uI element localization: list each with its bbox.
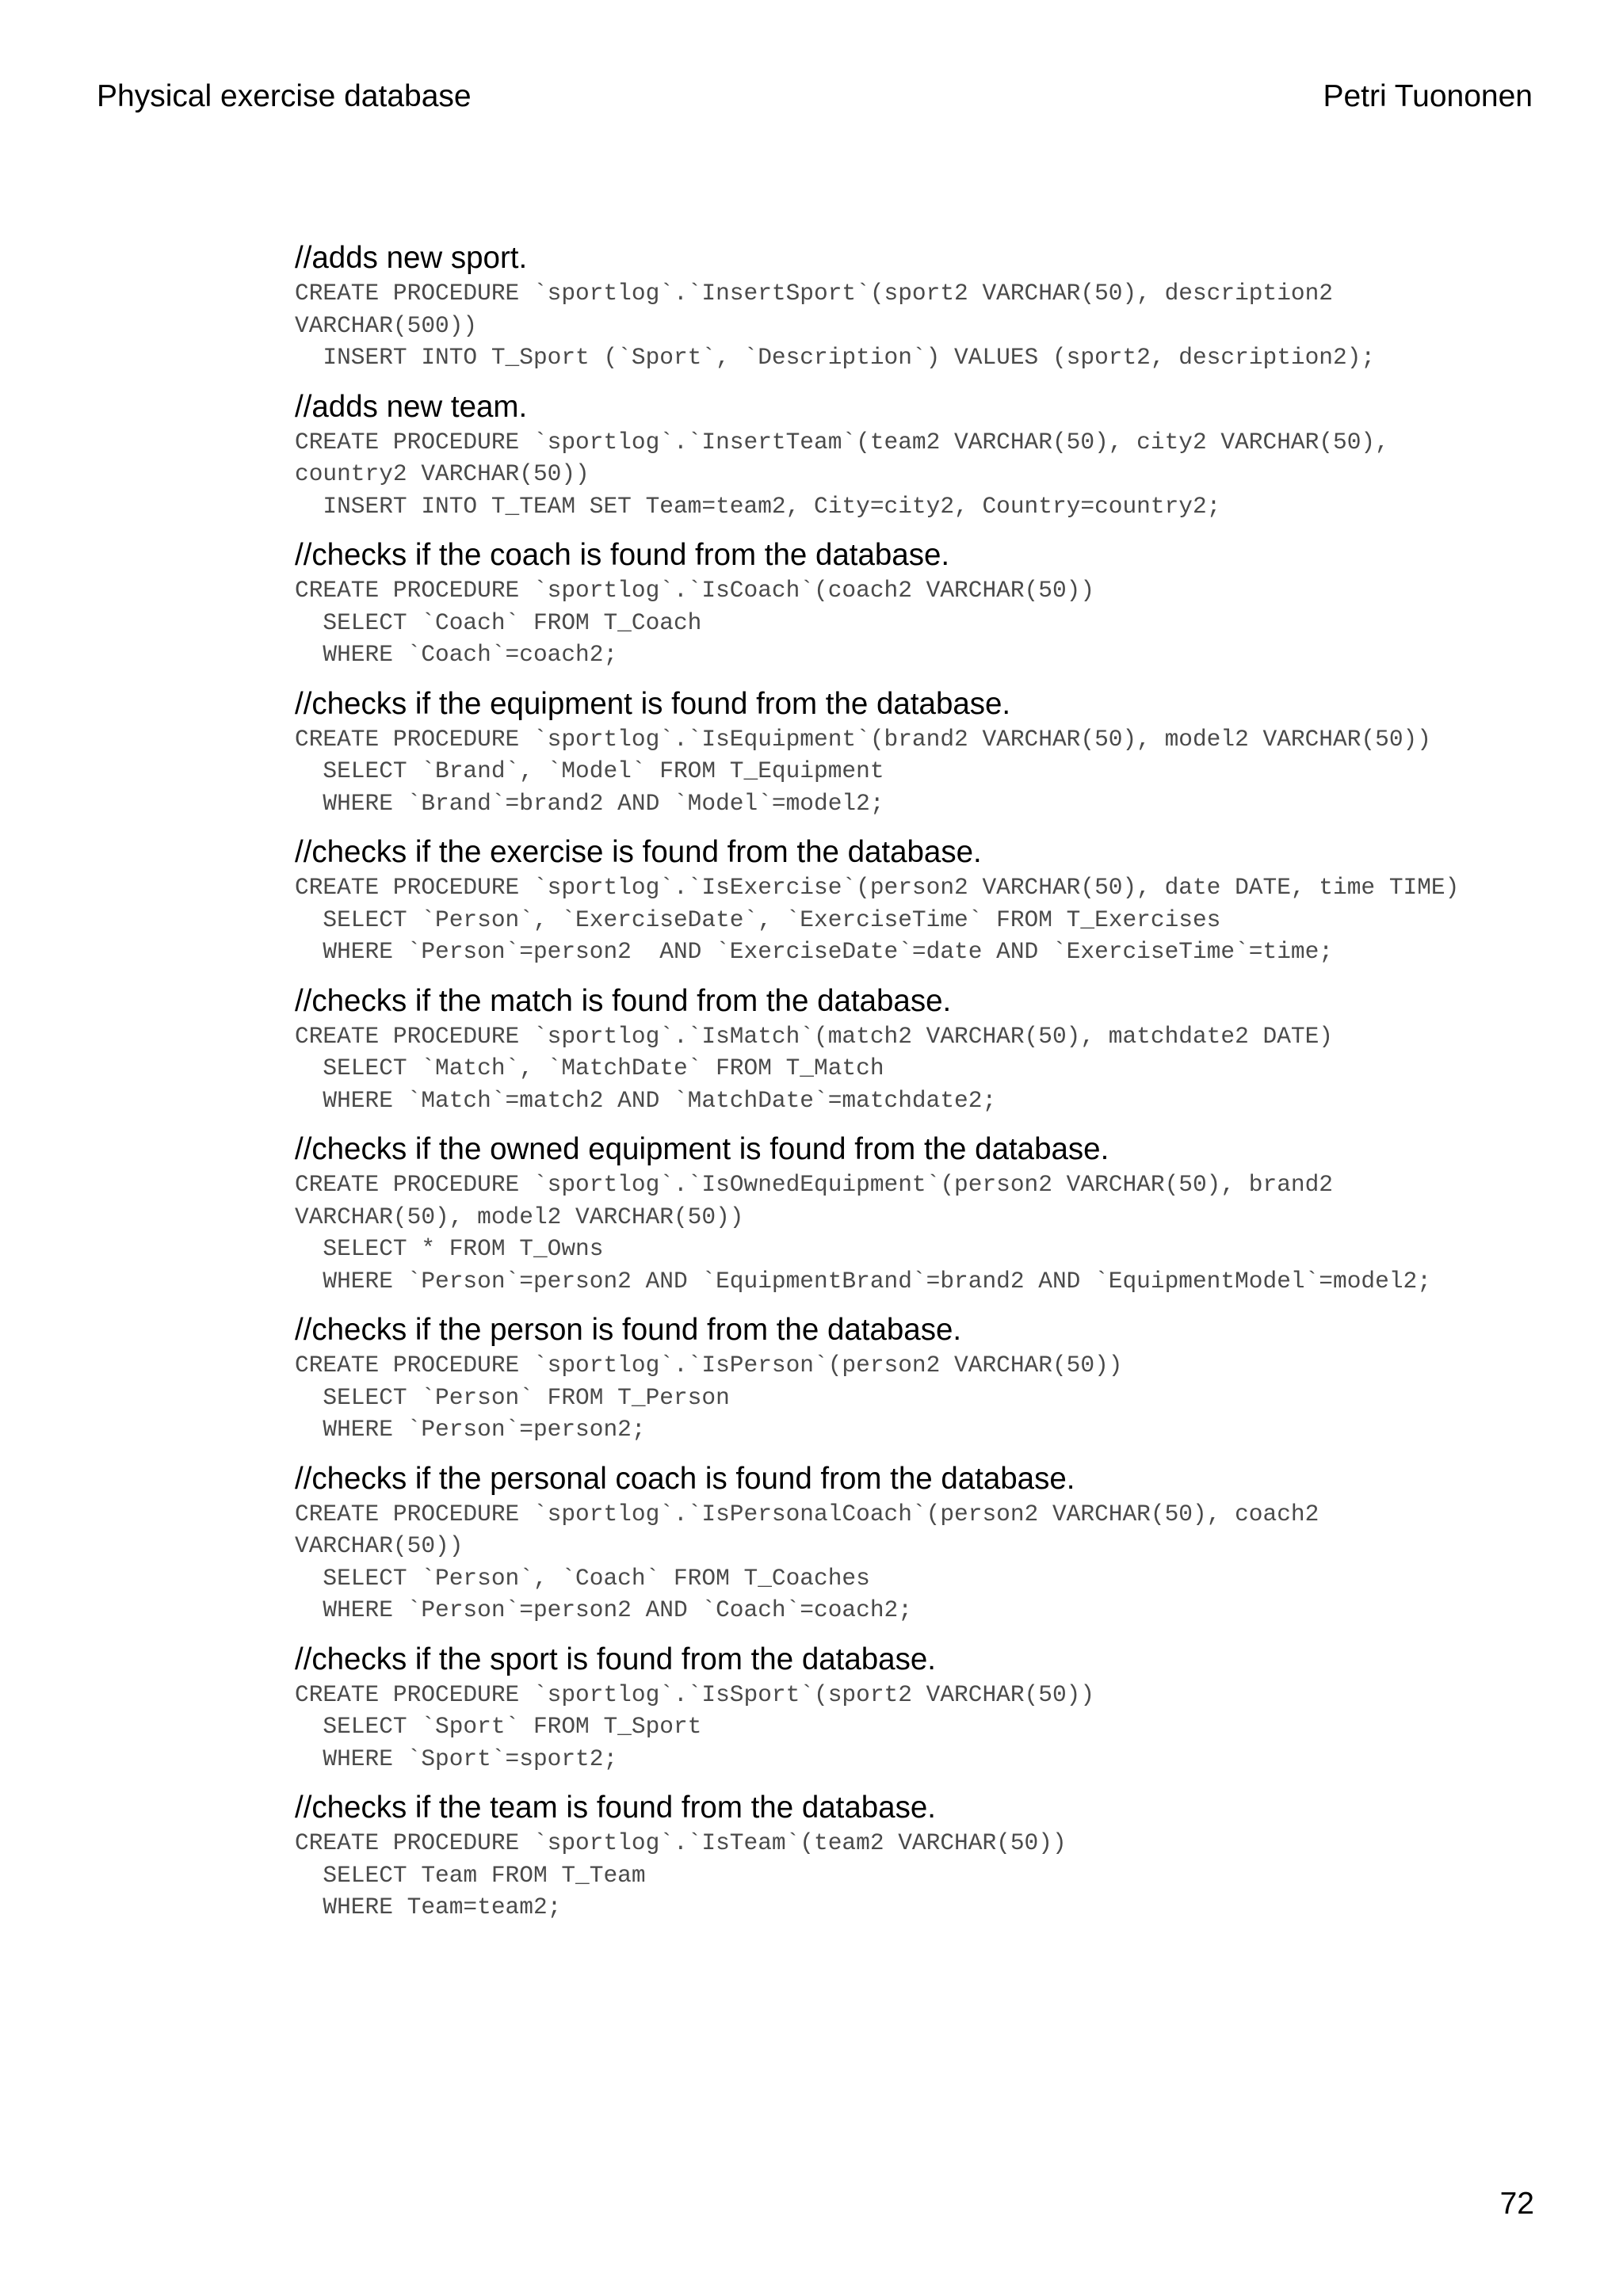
header-document-title: Physical exercise database [97,79,472,113]
code-line: SELECT `Coach` FROM T_Coach [295,608,702,636]
code-line: INSERT INTO T_Sport (`Sport`, `Description`) VALUES (sport2, description2); [295,344,1376,371]
code-line: SELECT `Person` FROM T_Person [295,1383,730,1411]
procedure-section [295,1460,1563,1627]
procedure-comment: //checks if the exercise is found from the database. [295,835,982,869]
procedure-comment: //checks if the team is found from the database. [295,1791,936,1825]
procedure-comment: //checks if the person is found from the database. [295,1313,962,1347]
code-line: CREATE PROCEDURE `sportlog`.`InsertSport`(sport2 VARCHAR(50), description2 [295,280,1334,307]
procedure-section [295,536,1563,671]
code-line: SELECT * FROM T_Owns [295,1235,604,1262]
code-line: WHERE `Person`=person2; [295,1416,646,1443]
procedure-comment: //checks if the personal coach is found from the database. [295,1461,1075,1496]
procedure-section [295,982,1563,1117]
page-number: 72 [1499,2187,1534,2221]
procedure-section [295,388,1563,523]
procedure-section [295,1789,1563,1924]
code-line: CREATE PROCEDURE `sportlog`.`IsTeam`(team2 VARCHAR(50)) [295,1829,1067,1856]
procedure-section [295,1311,1563,1446]
code-line: country2 VARCHAR(50)) [295,460,590,487]
procedure-comment: //adds new sport. [295,241,528,275]
procedure-comment: //checks if the owned equipment is found from the database. [295,1132,1109,1166]
code-line: CREATE PROCEDURE `sportlog`.`IsExercise`(person2 VARCHAR(50), date DATE, time TIME) [295,874,1460,901]
procedure-comment: //checks if the coach is found from the database. [295,538,950,572]
code-line: WHERE `Person`=person2 AND `Coach`=coach2; [295,1596,912,1623]
procedure-section [295,1641,1563,1775]
procedure-comment: //adds new team. [295,389,528,424]
code-line: SELECT `Person`, `Coach` FROM T_Coaches [295,1564,870,1592]
procedure-comment: //checks if the sport is found from the database. [295,1642,936,1676]
procedure-section [295,833,1563,968]
code-line: VARCHAR(50), model2 VARCHAR(50)) [295,1203,744,1230]
code-line: SELECT Team FROM T_Team [295,1861,646,1889]
code-line: WHERE `Match`=match2 AND `MatchDate`=matchdate2; [295,1086,997,1114]
code-line: INSERT INTO T_TEAM SET Team=team2, City=city2, Country=country2; [295,492,1221,520]
procedure-section [295,239,1563,374]
code-line: CREATE PROCEDURE `sportlog`.`IsSport`(sport2 VARCHAR(50)) [295,1680,1095,1708]
code-line: VARCHAR(50)) [295,1532,464,1559]
code-line: CREATE PROCEDURE `sportlog`.`IsPerson`(person2 VARCHAR(50)) [295,1352,1123,1379]
code-line: VARCHAR(500)) [295,311,478,339]
code-line: CREATE PROCEDURE `sportlog`.`IsPersonalCoach`(person2 VARCHAR(50), coach2 [295,1500,1319,1527]
procedure-listing [295,239,1563,1938]
code-line: WHERE `Coach`=coach2; [295,641,618,668]
code-line: WHERE `Person`=person2 AND `ExerciseDate`=date AND `ExerciseTime`=time; [295,938,1334,965]
code-line: SELECT `Sport` FROM T_Sport [295,1713,702,1740]
code-line: SELECT `Brand`, `Model` FROM T_Equipment [295,757,884,784]
procedure-section [295,1131,1563,1297]
code-line: CREATE PROCEDURE `sportlog`.`IsCoach`(coach2 VARCHAR(50)) [295,577,1095,604]
code-line: SELECT `Match`, `MatchDate` FROM T_Match [295,1055,884,1081]
header-author: Petri Tuononen [1323,79,1533,113]
code-line: SELECT `Person`, `ExerciseDate`, `ExerciseTime` FROM T_Exercises [295,906,1221,933]
procedure-comment: //checks if the match is found from the database. [295,983,952,1018]
code-line: WHERE `Sport`=sport2; [295,1745,618,1772]
code-line: CREATE PROCEDURE `sportlog`.`InsertTeam`(team2 VARCHAR(50), city2 VARCHAR(50), [295,428,1389,456]
code-line: CREATE PROCEDURE `sportlog`.`IsMatch`(match2 VARCHAR(50), matchdate2 DATE) [295,1022,1334,1050]
code-line: WHERE `Person`=person2 AND `EquipmentBrand`=brand2 AND `EquipmentModel`=model2; [295,1267,1431,1295]
code-line: CREATE PROCEDURE `sportlog`.`IsOwnedEquipment`(person2 VARCHAR(50), brand2 [295,1171,1334,1198]
code-line: WHERE Team=team2; [295,1894,562,1920]
procedure-section [295,685,1563,820]
procedure-comment: //checks if the equipment is found from the database. [295,686,1011,721]
code-line: WHERE `Brand`=brand2 AND `Model`=model2; [295,789,884,817]
code-line: CREATE PROCEDURE `sportlog`.`IsEquipment`(brand2 VARCHAR(50), model2 VARCHAR(50)) [295,725,1431,753]
